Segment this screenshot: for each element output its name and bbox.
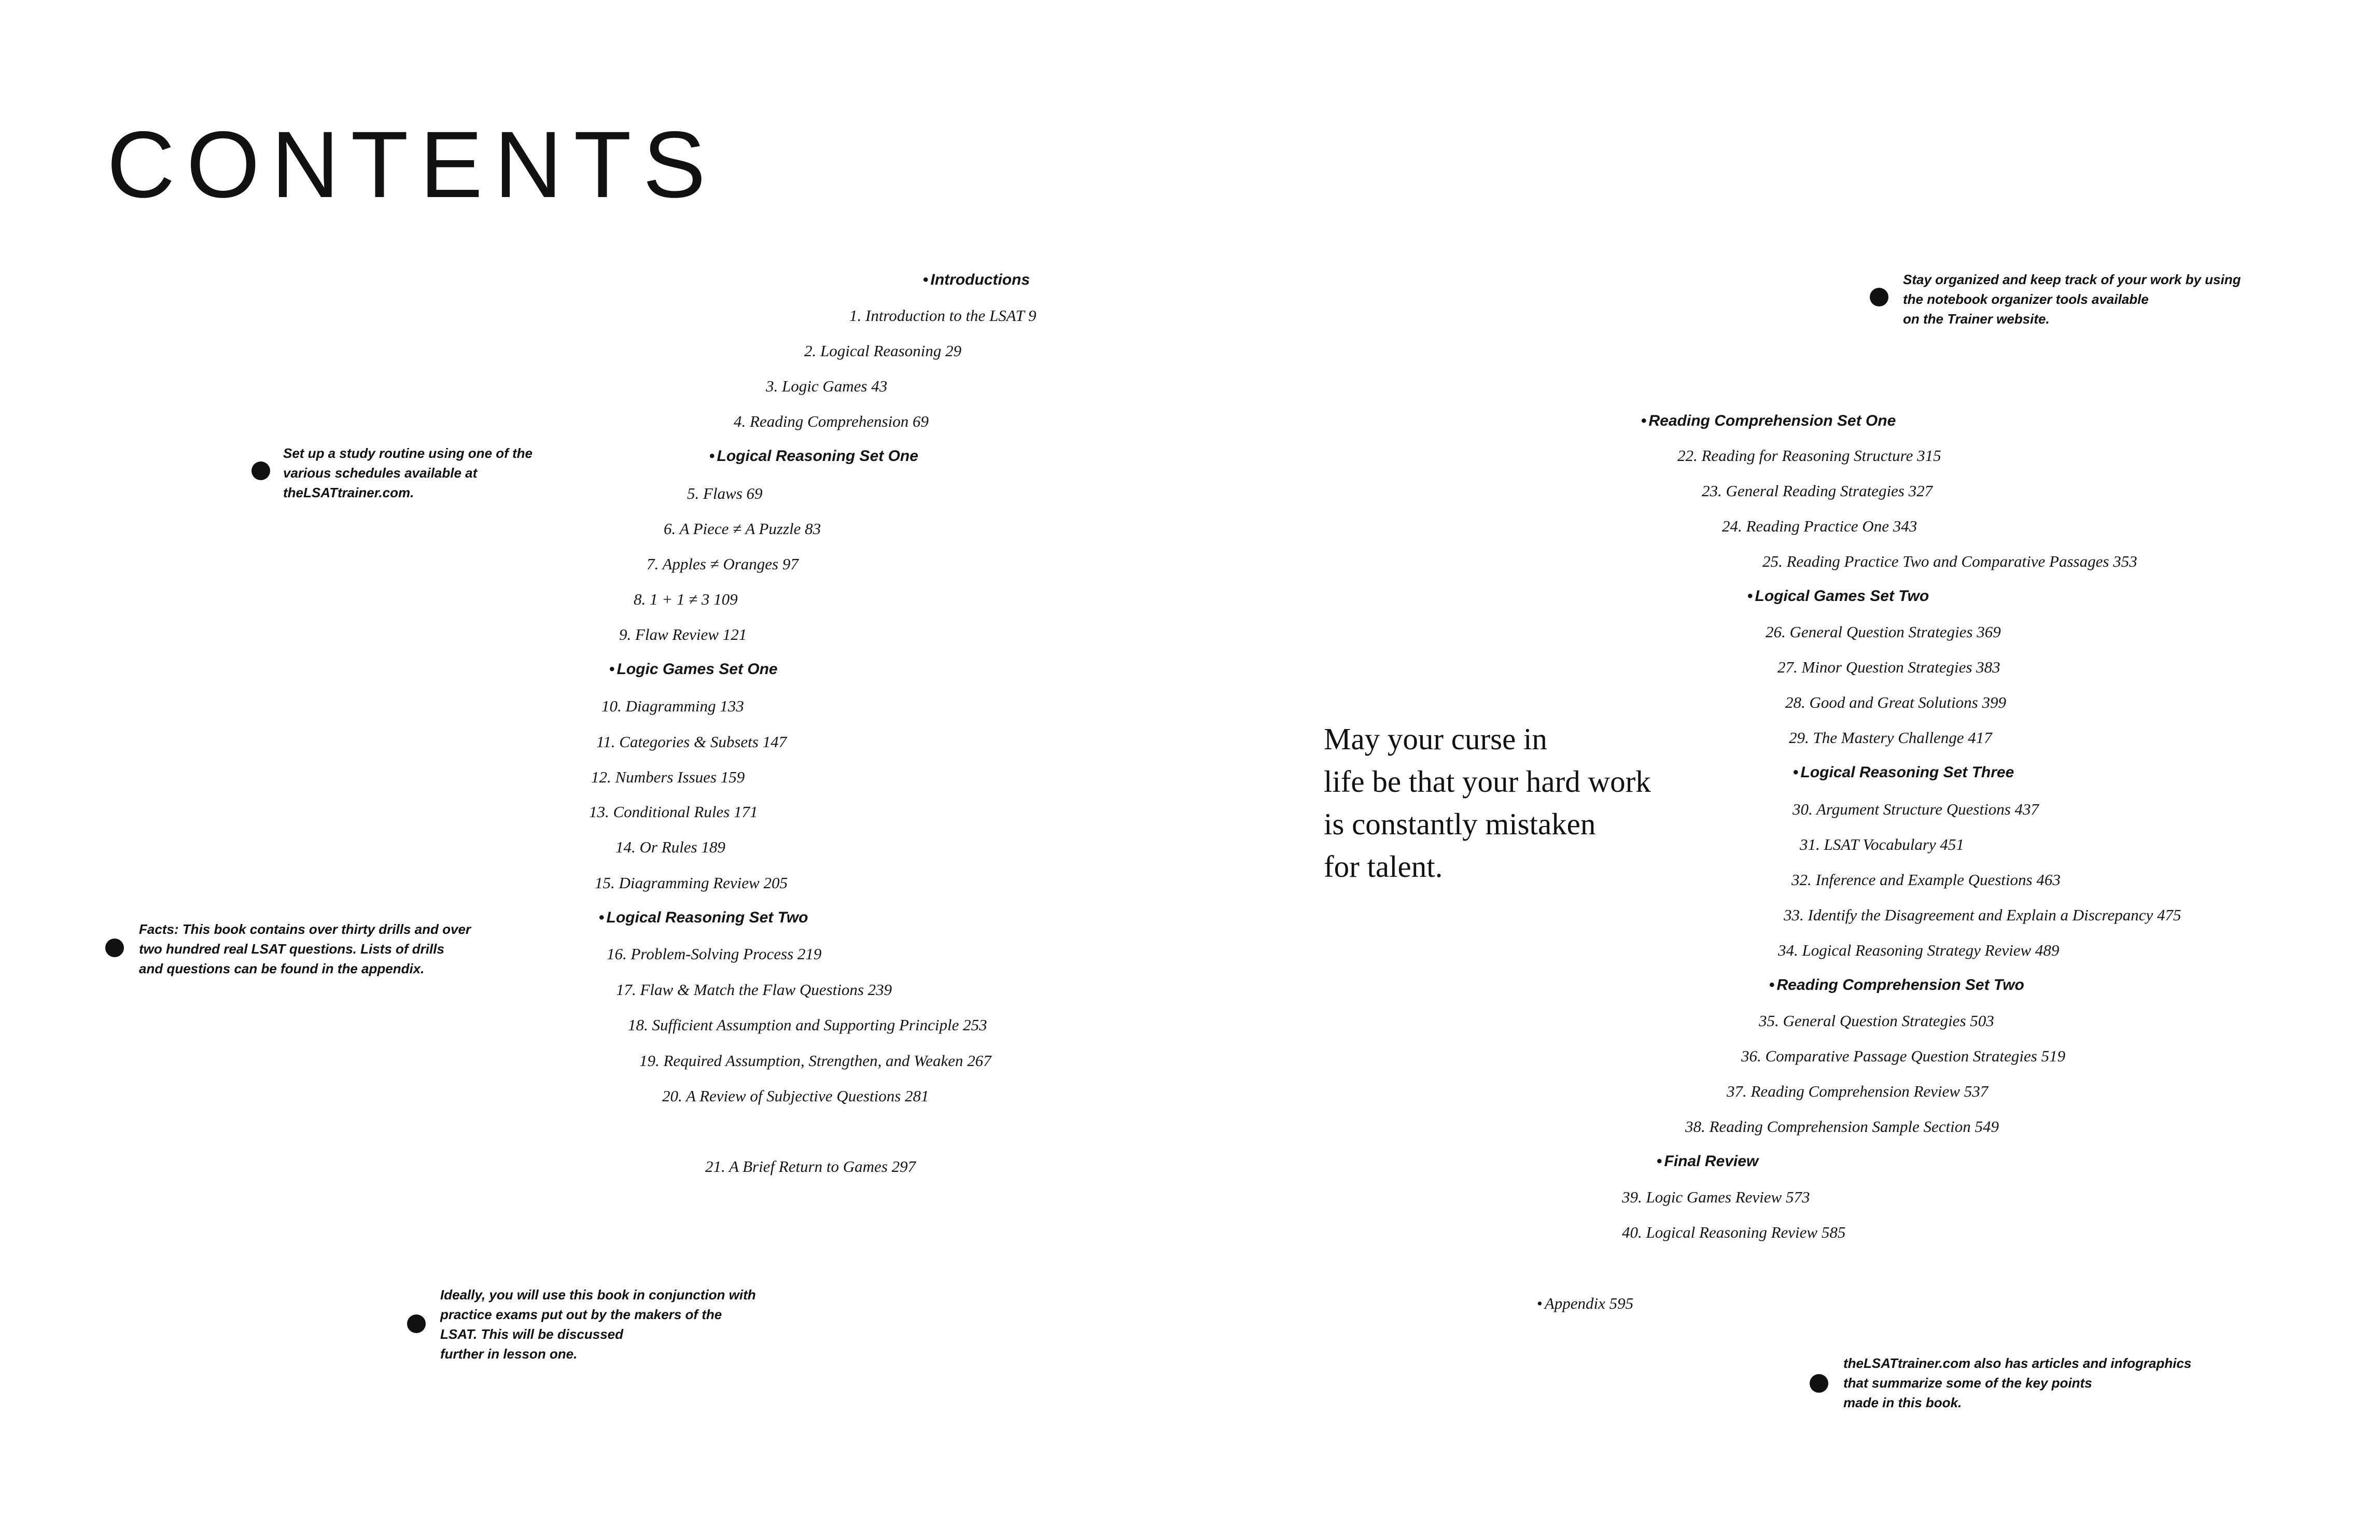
note-line: LSAT. This will be discussed <box>440 1326 623 1342</box>
note-bullet-icon <box>407 1314 426 1333</box>
toc-entry <box>601 698 744 714</box>
bullet-icon: • <box>599 909 605 926</box>
quote-line: May your curse in <box>1324 722 1547 756</box>
toc-entry-label: Introductions <box>930 271 1030 288</box>
toc-entry-label: 20. A Review of Subjective Questions 281 <box>662 1087 929 1105</box>
toc-entry-label: 17. Flaw & Match the Flaw Questions 239 <box>616 981 892 999</box>
toc-entry-label: 37. Reading Comprehension Review 537 <box>1727 1082 1989 1100</box>
toc-entry-label: 19. Required Assumption, Strengthen, and Weaken 267 <box>639 1052 991 1070</box>
bullet-icon: • <box>1769 976 1775 993</box>
toc-entry <box>634 591 738 607</box>
pull-quote <box>1324 718 1790 888</box>
toc-entry-label: 36. Comparative Passage Question Strategies 519 <box>1741 1047 2066 1065</box>
toc-entry <box>1622 1224 1845 1240</box>
toc-entry-label: 18. Sufficient Assumption and Supporting Principle 253 <box>628 1016 987 1034</box>
facts-text: This book contains over thirty drills and over <box>178 921 471 937</box>
toc-entry-label: 22. Reading for Reasoning Structure 315 <box>1677 446 1941 465</box>
toc-entry <box>1677 447 1941 464</box>
toc-entry <box>615 839 725 855</box>
note-line: the notebook organizer tools available <box>1903 291 2149 307</box>
toc-entry <box>664 521 821 537</box>
note-study-routine <box>283 443 533 502</box>
toc-entry-label: 12. Numbers Issues 159 <box>591 768 745 786</box>
toc-entry-label: Logical Reasoning Set Three <box>1800 764 2014 781</box>
note-practice-exams <box>440 1285 756 1364</box>
toc-entry <box>1785 694 2006 710</box>
toc-section-heading <box>599 910 808 926</box>
toc-entry-label: 11. Categories & Subsets 147 <box>596 733 787 751</box>
note-line: Ideally, you will use this book in conjunction with <box>440 1287 756 1303</box>
toc-entry-label: 9. Flaw Review 121 <box>619 625 747 643</box>
note-line: made in this book. <box>1843 1395 1962 1410</box>
toc-entry <box>687 485 763 501</box>
note-bullet-icon <box>1870 288 1888 306</box>
toc-section-heading <box>1657 1154 1758 1169</box>
toc-entry <box>639 1053 991 1069</box>
note-line: that summarize some of the key points <box>1843 1375 2092 1391</box>
bullet-icon: • <box>923 271 929 288</box>
toc-entry-label: 23. General Reading Strategies 327 <box>1702 482 1933 500</box>
toc-entry <box>1741 1048 2065 1064</box>
bullet-icon: • <box>1793 764 1799 781</box>
toc-entry <box>1727 1083 1988 1099</box>
toc-entry-label: 10. Diagramming 133 <box>601 697 744 715</box>
toc-entry <box>595 875 788 891</box>
toc-entry-label: 14. Or Rules 189 <box>615 838 725 856</box>
bullet-icon: • <box>1537 1294 1543 1312</box>
toc-entry <box>1762 553 2137 569</box>
toc-entry <box>849 307 1037 324</box>
toc-entry <box>1722 518 1917 534</box>
note-line: Stay organized and keep track of your work by using <box>1903 272 2241 287</box>
note-bullet-icon <box>251 461 270 480</box>
toc-entry <box>647 556 799 572</box>
bullet-icon: • <box>1747 587 1753 605</box>
note-organizer <box>1903 270 2241 329</box>
note-line: various schedules available at <box>283 465 478 481</box>
toc-entry-label: 35. General Question Strategies 503 <box>1759 1012 1994 1030</box>
note-line: two hundred real LSAT questions. Lists of drills <box>139 941 444 957</box>
toc-entry <box>1784 907 2181 923</box>
quote-line: is constantly mistaken <box>1324 807 1596 841</box>
toc-entry-label: 25. Reading Practice Two and Comparative Passages 353 <box>1762 552 2137 570</box>
toc-entry-label: 1. Introduction to the LSAT 9 <box>849 306 1037 325</box>
toc-section-heading <box>1793 765 2014 780</box>
toc-section-heading <box>923 272 1030 288</box>
toc-entry-label: 28. Good and Great Solutions 399 <box>1785 693 2006 711</box>
note-line: on the Trainer website. <box>1903 311 2050 327</box>
toc-entry <box>662 1088 929 1104</box>
toc-entry-label: Reading Comprehension Set One <box>1648 412 1896 429</box>
toc-entry <box>1789 730 1992 746</box>
toc-entry <box>616 982 892 998</box>
toc-entry-label: 6. A Piece ≠ A Puzzle 83 <box>664 520 821 538</box>
note-facts <box>139 919 471 978</box>
bullet-icon: • <box>1641 412 1647 429</box>
toc-entry <box>1622 1189 1810 1205</box>
toc-entry <box>1793 801 2039 817</box>
toc-entry <box>1537 1295 1633 1311</box>
toc-entry-label: 2. Logical Reasoning 29 <box>804 342 962 360</box>
toc-section-heading <box>1769 977 2024 993</box>
toc-entry-label: 4. Reading Comprehension 69 <box>734 412 929 430</box>
note-line: theLSATtrainer.com also has articles and infographics <box>1843 1355 2192 1371</box>
toc-entry-label: 27. Minor Question Strategies 383 <box>1777 658 2000 676</box>
toc-entry-label: Reading Comprehension Set Two <box>1776 976 2024 993</box>
toc-section-heading <box>609 662 778 677</box>
toc-entry-label: 21. A Brief Return to Games 297 <box>705 1157 916 1175</box>
toc-entry-label: Logic Games Set One <box>617 661 778 678</box>
toc-entry-label: 38. Reading Comprehension Sample Section 549 <box>1685 1117 1999 1136</box>
toc-entry <box>705 1158 916 1174</box>
toc-entry <box>1702 483 1933 499</box>
toc-entry <box>628 1017 987 1033</box>
toc-entry-label: 31. LSAT Vocabulary 451 <box>1800 835 1964 853</box>
quote-line: life be that your hard work <box>1324 764 1651 799</box>
toc-entry-label: 3. Logic Games 43 <box>766 377 888 395</box>
bullet-icon: • <box>709 447 715 465</box>
toc-entry-label: 26. General Question Strategies 369 <box>1766 623 2001 641</box>
bullet-icon: • <box>609 661 615 678</box>
toc-entry <box>589 804 758 820</box>
toc-entry <box>607 946 821 962</box>
toc-entry-label: 29. The Mastery Challenge 417 <box>1789 729 1992 747</box>
toc-section-heading <box>709 449 918 464</box>
note-articles <box>1843 1353 2191 1412</box>
note-bullet-icon <box>1810 1374 1828 1393</box>
toc-entry-label: 15. Diagramming Review 205 <box>595 874 788 892</box>
toc-entry <box>1685 1118 1999 1135</box>
toc-entry-label: 34. Logical Reasoning Strategy Review 489 <box>1778 941 2060 959</box>
toc-entry-label: 32. Inference and Example Questions 463 <box>1791 871 2061 889</box>
note-line: Set up a study routine using one of the <box>283 445 533 461</box>
toc-entry-label: Logical Reasoning Set One <box>717 447 918 465</box>
toc-entry <box>734 413 929 429</box>
bullet-icon: • <box>1657 1153 1662 1170</box>
note-line: and questions can be found in the appendix. <box>139 961 425 976</box>
toc-entry-label: 13. Conditional Rules 171 <box>589 803 758 821</box>
toc-entry-label: Appendix 595 <box>1544 1294 1634 1312</box>
toc-entry-label: 40. Logical Reasoning Review 585 <box>1622 1223 1846 1241</box>
toc-entry-label: 30. Argument Structure Questions 437 <box>1793 800 2039 818</box>
note-bullet-icon <box>105 939 124 957</box>
toc-section-heading <box>1641 413 1896 429</box>
toc-entry <box>1778 942 2059 958</box>
toc-entry-label: 7. Apples ≠ Oranges 97 <box>647 555 799 573</box>
toc-entry <box>1759 1013 1994 1029</box>
note-line: theLSATtrainer.com. <box>283 485 414 500</box>
page-title: CONTENTS <box>107 111 717 217</box>
note-line <box>139 919 471 939</box>
toc-entry <box>1777 659 2000 675</box>
toc-entry-label: Logical Games Set Two <box>1755 587 1929 605</box>
toc-entry-label: 8. 1 + 1 ≠ 3 109 <box>634 590 738 608</box>
note-line: further in lesson one. <box>440 1346 578 1362</box>
toc-entry-label: 39. Logic Games Review 573 <box>1622 1188 1810 1206</box>
toc-entry-label: 16. Problem-Solving Process 219 <box>607 945 822 963</box>
toc-entry <box>596 734 787 750</box>
toc-entry-label: 5. Flaws 69 <box>687 484 763 502</box>
toc-entry <box>804 343 961 359</box>
toc-entry <box>591 769 745 785</box>
toc-entry <box>766 378 887 394</box>
toc-entry-label: Logical Reasoning Set Two <box>606 909 808 926</box>
note-line: practice exams put out by the makers of the <box>440 1307 722 1322</box>
toc-entry <box>1766 624 2001 640</box>
toc-entry <box>1800 836 1964 852</box>
toc-entry-label: Final Review <box>1664 1153 1759 1170</box>
toc-entry <box>1791 872 2061 888</box>
facts-label: Facts: <box>139 921 179 937</box>
quote-line: for talent. <box>1324 849 1443 884</box>
toc-entry-label: 33. Identify the Disagreement and Explain a Discrepancy 475 <box>1784 906 2181 924</box>
toc-section-heading <box>1747 589 1929 604</box>
toc-entry-label: 24. Reading Practice One 343 <box>1722 517 1917 535</box>
toc-entry <box>619 626 747 642</box>
